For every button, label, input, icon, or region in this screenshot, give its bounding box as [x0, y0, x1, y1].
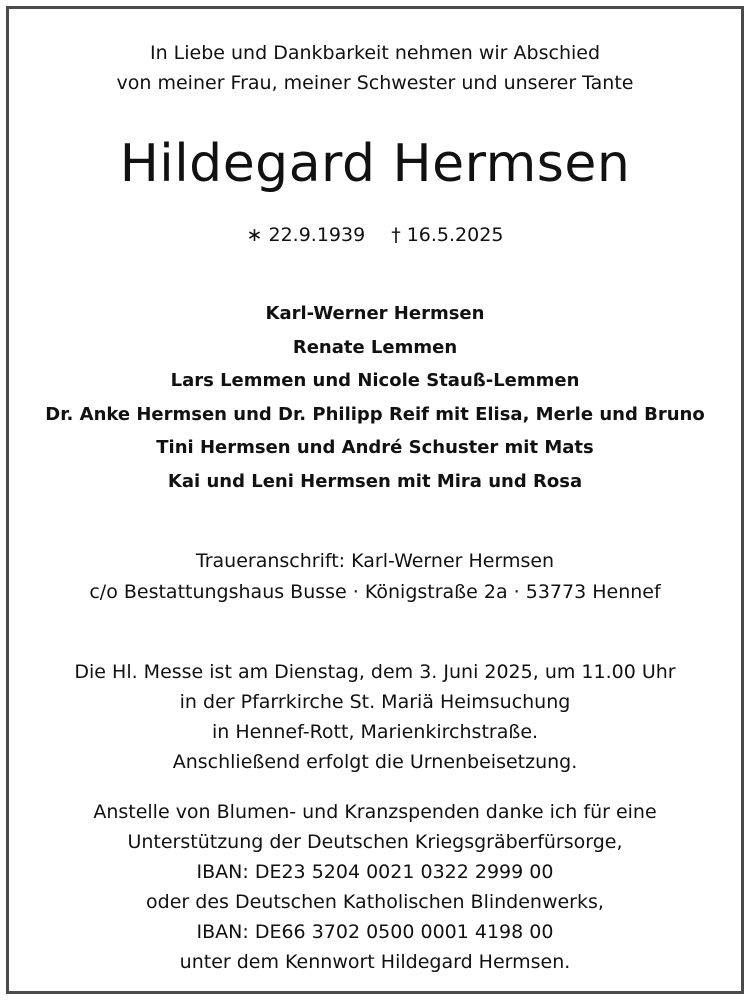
deceased-name: Hildegard Hermsen: [119, 134, 631, 194]
mass-line: in Hennef-Rott, Marienkirchstraße.: [211, 721, 539, 743]
mourner-line: Tini Hermsen und André Schuster mit Mats: [156, 437, 594, 458]
donation-line: Anstelle von Blumen- und Kranzspenden danke ich für eine: [93, 801, 657, 823]
mourner-line: Renate Lemmen: [292, 336, 458, 358]
intro-line: von meiner Frau, meiner Schwester und unserer Tante: [116, 72, 634, 94]
birth-star-icon: ∗: [246, 224, 263, 246]
life-dates: [9, 221, 741, 249]
mass-line: Die Hl. Messe ist am Dienstag, dem 3. Juni 2025, um 11.00 Uhr: [74, 661, 676, 683]
obituary-notice: [6, 6, 744, 994]
death-date: 16.5.2025: [406, 224, 504, 246]
mourner-line: Lars Lemmen und Nicole Stauß-Lemmen: [170, 370, 580, 391]
address-line: Traueranschrift: Karl-Werner Hermsen: [195, 550, 555, 572]
iban-line: IBAN: DE23 5204 0021 0322 2999 00: [196, 861, 554, 883]
birth-date: 22.9.1939: [268, 224, 366, 246]
mourners-list: [9, 297, 741, 498]
mourner-line: Karl-Werner Hermsen: [265, 303, 485, 324]
address-line: c/o Bestattungshaus Busse · Königstraße 2a · 53773 Hennef: [89, 581, 661, 603]
mass-line: in der Pfarrkirche St. Mariä Heimsuchung: [179, 691, 571, 713]
intro-text: [9, 38, 741, 98]
donation-line: oder des Deutschen Katholischen Blindenwerks,: [146, 891, 604, 913]
iban-line: IBAN: DE66 3702 0500 0001 4198 00: [196, 921, 554, 943]
intro-line: In Liebe und Dankbarkeit nehmen wir Abschied: [149, 42, 601, 64]
mass-line: Anschließend erfolgt die Urnenbeisetzung.: [172, 751, 578, 773]
death-cross-icon: †: [391, 224, 401, 246]
mourner-line: Kai und Leni Hermsen mit Mira und Rosa: [167, 470, 583, 492]
donation-line: Unterstützung der Deutschen Kriegsgräberfürsorge,: [127, 831, 623, 853]
mourning-address: [9, 546, 741, 608]
mass-details: [9, 657, 741, 777]
donation-request: [9, 797, 741, 977]
mourner-line: Dr. Anke Hermsen und Dr. Philipp Reif mit Elisa, Merle und Bruno: [45, 403, 705, 425]
donation-line: unter dem Kennwort Hildegard Hermsen.: [179, 951, 571, 973]
